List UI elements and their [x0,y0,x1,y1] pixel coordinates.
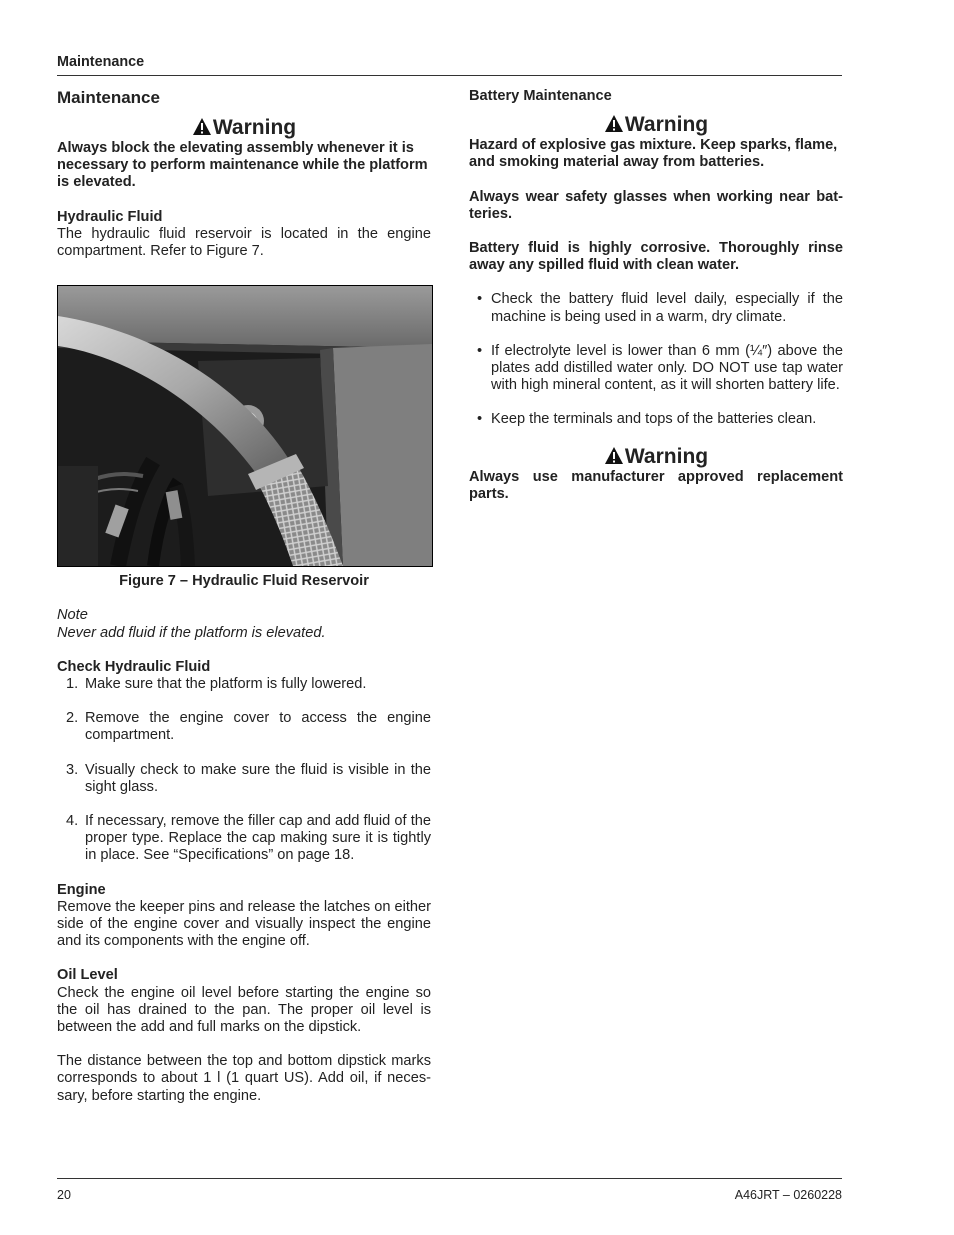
header-rule [57,75,842,76]
hydraulic-reservoir-photo [58,286,432,566]
running-header: Maintenance [57,54,145,70]
figure-caption: Figure 7 – Hydraulic Fluid Reservoir [119,573,369,590]
warning-text: Always use manufacturer approved replacement parts. [469,468,843,502]
battery-heading: Battery Maintenance [469,88,612,104]
warning-heading [469,113,843,137]
footer-rule [57,1178,842,1179]
warning-icon [604,446,624,465]
check-steps [57,676,431,865]
list-item: 4. If necessary, remove the filler cap and add fluid of the proper type. Replace the cap making sure it is tightly in place. See “Specifications” on page 18. [66,813,431,864]
document-id: A46JRT – 0260228 [734,1188,842,1202]
engine-heading: Engine [57,881,106,898]
note-label: Note [57,607,88,624]
note-text: Never add fluid if the platform is elevated. [57,624,326,641]
warning-title: Warning [212,116,297,139]
hydraulic-text: The hydraulic fluid reservoir is located in the engine compartment. Refer to Figure 7. [57,225,431,260]
list-item: 2. Remove the engine cover to access the engine compartment. [66,710,431,744]
warning-title: Warning [624,113,709,137]
list-item: • If electrolyte level is lower than 6 mm (¼″) above the plates add distilled water only. DO NOT use tap water with high mineral content, as it will shorten battery life. [477,342,843,394]
list-item: 3. Visually check to make sure the fluid is visible in the sight glass. [66,761,431,795]
list-item: • Keep the terminals and tops of the batteries clean. [477,411,817,428]
oil-text-1: Check the engine oil level before starting the engine so the oil has drained to the pan. The proper oil level is between the add and full marks on the dipstick. [57,984,431,1036]
warning-icon [192,117,212,136]
section-title: Maintenance [57,88,160,107]
hydraulic-heading: Hydraulic Fluid [57,208,163,225]
list-item: 1. Make sure that the platform is fully lowered. [66,676,367,693]
warning-icon [604,114,624,133]
warning-heading [57,116,431,140]
left-column [57,88,431,1105]
warning-heading [469,445,843,469]
battery-bullets [469,291,843,428]
page-number: 20 [57,1188,71,1202]
oil-text-2: The distance between the top and bottom dipstick marks corresponds to about 1 l (1 quart US). Add oil, if neces-sary, before starting the engine. [57,1053,431,1104]
warning-text: Hazard of explosive gas mixture. Keep sparks, flame, and smoking material away from batteries. [469,137,838,171]
warning-title: Warning [624,444,709,468]
list-item: • Check the battery fluid level daily, especially if the machine is being used in a warm, dry climate. [477,291,843,325]
warning-text: Battery fluid is highly corrosive. Thoroughly rinse away any spilled fluid with clean water. [469,240,843,274]
right-column [469,88,843,503]
figure-photo [57,285,433,567]
engine-text: Remove the keeper pins and release the latches on either side of the engine cover and visually inspect the engine and its components with the engine off. [57,898,431,950]
check-heading: Check Hydraulic Fluid [57,658,211,675]
warning-text: Always wear safety glasses when working near bat-teries. [469,188,843,222]
oil-heading: Oil Level [57,967,118,984]
warning-text: Always block the elevating assembly whenever it is necessary to perform maintenance while the platform is elevated. [57,140,428,191]
